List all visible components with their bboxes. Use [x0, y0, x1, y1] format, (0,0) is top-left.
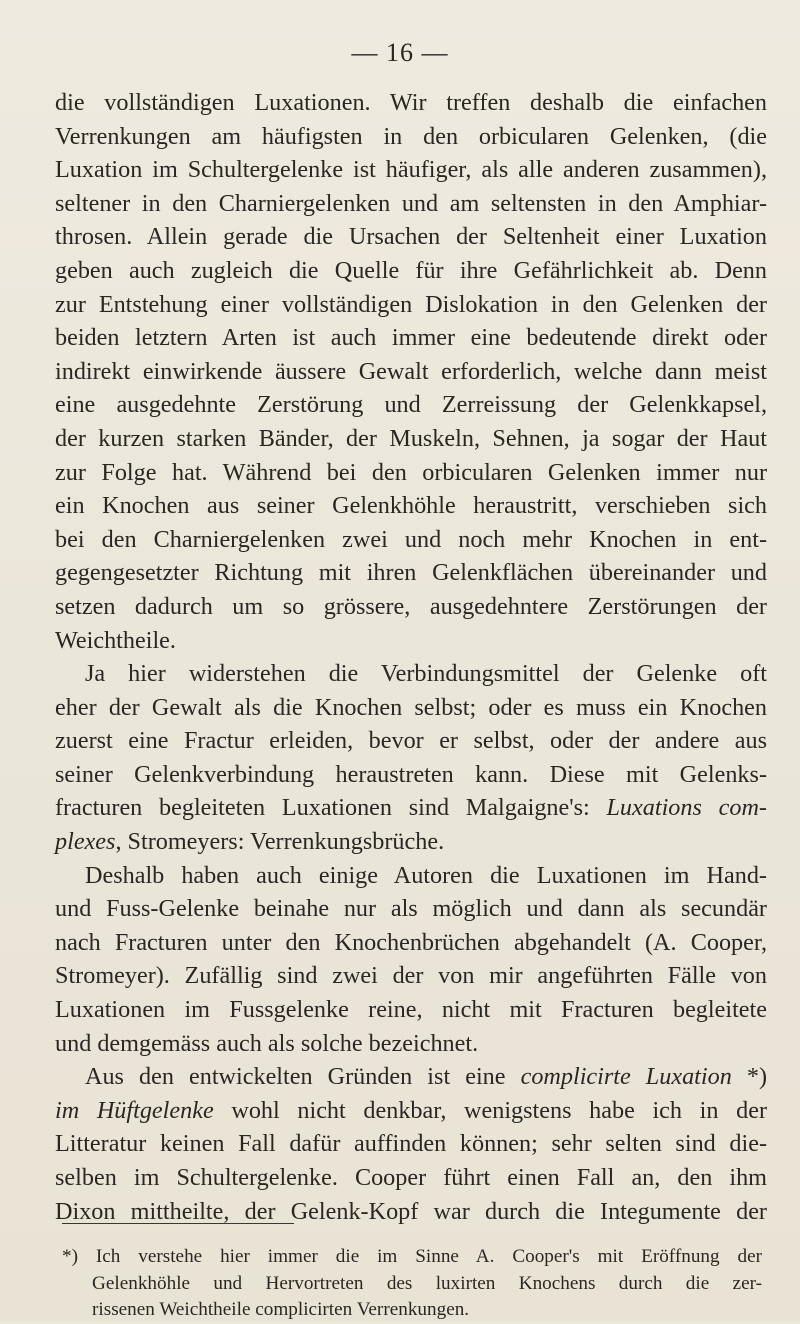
- italic-term: Luxations com-: [606, 794, 767, 822]
- page-number: — 16 —: [351, 38, 449, 67]
- text-line: eher der Gewalt als die Knochen selbst; oder es muss ein Knochen: [55, 693, 767, 721]
- text-line: Weichtheile.: [55, 626, 176, 654]
- text-line: seltener in den Charniergelenken und am seltensten in den Amphiar-: [55, 189, 767, 217]
- text-segment: wohl nicht denkbar, wenigstens habe ich in der: [231, 1096, 768, 1124]
- italic-term: im Hüftgelenke: [55, 1096, 214, 1124]
- text-segment: Aus den entwickelten Gründen ist eine: [85, 1063, 506, 1091]
- text-line: Stromeyer). Zufällig sind zwei der von mir angeführten Fälle von: [55, 962, 767, 990]
- text-line: geben auch zugleich die Quelle für ihre Gefährlichkeit ab. Denn: [55, 256, 767, 284]
- text-line: Dixon mittheilte, der Gelenk-Kopf war durch die Integumente der: [55, 1197, 767, 1225]
- text-line: und demgemäss auch als solche bezeichnet.: [55, 1029, 479, 1057]
- footnote-line: rissenen Weichtheile complicirten Verrenkungen.: [92, 1299, 470, 1320]
- text-line: zur Folge hat. Während bei den orbicularen Gelenken immer nur: [55, 458, 767, 486]
- text-line: Verrenkungen am häufigsten in den orbicularen Gelenken, (die: [55, 122, 767, 150]
- text-line: [55, 791, 767, 825]
- text-line: Litteratur keinen Fall dafür auffinden können; sehr selten sind die-: [55, 1130, 767, 1158]
- text-line: nach Fracturen unter den Knochenbrüchen abgehandelt (A. Cooper,: [55, 928, 767, 956]
- text-line: seiner Gelenkverbindung heraustreten kann. Diese mit Gelenks-: [55, 760, 767, 788]
- footnote-divider: [62, 1223, 294, 1224]
- text-line: die vollständigen Luxationen. Wir treffen deshalb die einfachen: [55, 89, 767, 116]
- text-segment: fracturen begleiteten Luxationen sind Malgaigne's:: [55, 794, 590, 822]
- text-line: ein Knochen aus seiner Gelenkhöhle heraustritt, verschieben sich: [55, 492, 767, 520]
- text-line: Deshalb haben auch einige Autoren die Luxationen im Hand-: [85, 861, 767, 889]
- footnote-line: Gelenkhöhle und Hervortreten des luxirten Knochens durch die zer-: [92, 1272, 762, 1294]
- body-text: [55, 86, 767, 1228]
- text-line: gegengesetzter Richtung mit ihren Gelenkflächen übereinander und: [55, 559, 767, 587]
- italic-term: complicirte Luxation: [520, 1063, 732, 1091]
- text-line: indirekt einwirkende äussere Gewalt erforderlich, welche dann meist: [55, 357, 767, 385]
- text-line: setzen dadurch um so grössere, ausgedehntere Zerstörungen der: [55, 592, 767, 620]
- text-line: [55, 825, 767, 859]
- text-line: selben im Schultergelenke. Cooper führt einen Fall an, den ihm: [55, 1164, 767, 1191]
- text-line: bei den Charniergelenken zwei und noch mehr Knochen in ent-: [55, 525, 767, 553]
- text-line: Luxation im Schultergelenke ist häufiger, als alle anderen zusammen),: [55, 156, 767, 184]
- text-line: der kurzen starken Bänder, der Muskeln, Sehnen, ja sogar der Haut: [55, 424, 767, 452]
- text-line: eine ausgedehnte Zerstörung und Zerreissung der Gelenkkapsel,: [55, 391, 767, 419]
- footnote-marker: *): [746, 1063, 768, 1091]
- text-line: Ja hier widerstehen die Verbindungsmittel der Gelenke oft: [85, 660, 767, 688]
- text-line: [55, 1094, 767, 1128]
- text-line: beiden letztern Arten ist auch immer eine bedeutende direkt oder: [55, 324, 767, 352]
- text-line: zuerst eine Fractur erleiden, bevor er selbst, oder der andere aus: [55, 727, 767, 755]
- text-line: Luxationen im Fussgelenke reine, nicht mit Fracturen begleitete: [55, 996, 767, 1024]
- text-segment: , Stromeyers: Verrenkungsbrüche.: [115, 828, 445, 856]
- italic-term: plexes: [55, 828, 116, 856]
- text-line: throsen. Allein gerade die Ursachen der Seltenheit einer Luxation: [55, 223, 767, 251]
- text-line: zur Entstehung einer vollständigen Dislokation in den Gelenken der: [55, 290, 767, 318]
- footnote-line: *) Ich verstehe hier immer die im Sinne A. Cooper's mit Eröffnung der: [62, 1246, 762, 1267]
- footnote: [62, 1244, 762, 1324]
- text-line: [55, 1060, 767, 1094]
- text-line: und Fuss-Gelenke beinahe nur als möglich und dann als secundär: [55, 895, 767, 923]
